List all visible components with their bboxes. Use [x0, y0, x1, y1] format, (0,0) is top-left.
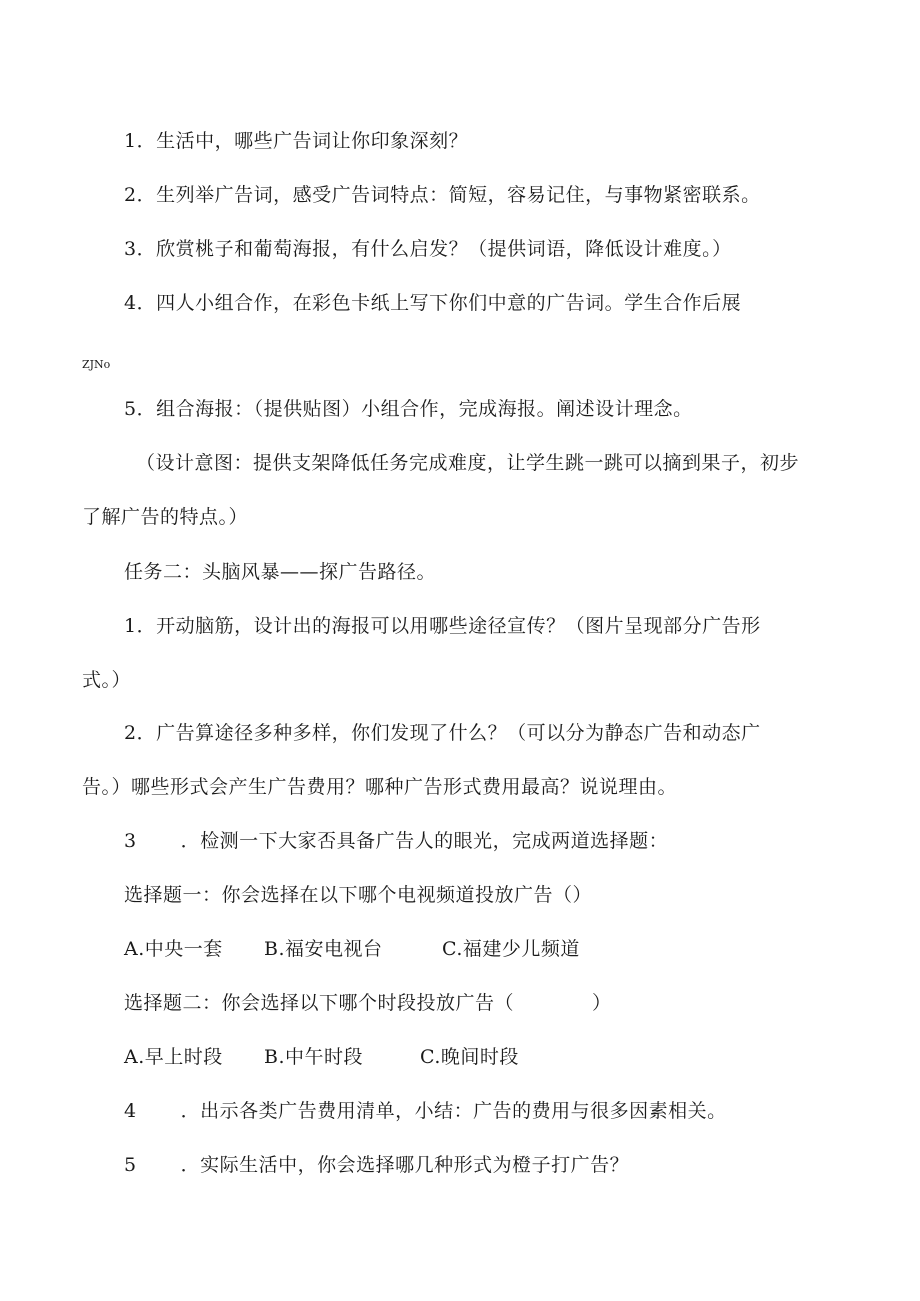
- option-c: C.晚间时段: [420, 1046, 519, 1068]
- item-4-continuation: ZJNo: [82, 358, 111, 371]
- design-intent-line-2: 了解广告的特点。）: [82, 506, 249, 528]
- task2-item-4: [124, 1099, 727, 1123]
- item-2: 2．生列举广告词，感受广告词特点：简短，容易记住，与事物紧密联系。: [124, 184, 761, 206]
- item-3: 3．欣赏桃子和葡萄海报，有什么启发？（提供词语，降低设计难度。）: [124, 238, 732, 260]
- task2-item-1-continuation: 式。）: [82, 669, 132, 691]
- question-2: 选择题二：你会选择以下哪个时段投放广告（ ）: [124, 992, 612, 1014]
- item-number: 3: [124, 830, 137, 852]
- item-4: 4．四人小组合作，在彩色卡纸上写下你们中意的广告词。学生合作后展: [124, 292, 742, 314]
- option-a: A.中央一套: [124, 938, 223, 960]
- item-1: 1．生活中，哪些广告词让你印象深刻？: [124, 130, 469, 152]
- task2-item-2: 2．广告算途径多种多样，你们发现了什么？（可以分为静态广告和动态广: [124, 722, 761, 744]
- task2-item-5: [124, 1153, 629, 1177]
- option-a: A.早上时段: [124, 1046, 223, 1068]
- task2-item-1: 1．开动脑筋，设计出的海报可以用哪些途径宣传？（图片呈现部分广告形: [124, 615, 761, 637]
- design-intent-line-1: （设计意图：提供支架降低任务完成难度，让学生跳一跳可以摘到果子，初步: [136, 452, 800, 474]
- task-two-heading: 任务二：头脑风暴——探广告路径。: [124, 561, 437, 583]
- item-number: 4: [124, 1100, 137, 1122]
- task2-item-2-continuation: 告。）哪些形式会产生广告费用？哪种广告形式费用最高？说说理由。: [82, 776, 678, 798]
- item-5: 5．组合海报：（提供贴图）小组合作，完成海报。阐述设计理念。: [124, 398, 693, 420]
- question-1-options: [124, 937, 580, 961]
- option-b: B.福安电视台: [264, 938, 383, 960]
- item-text: ．检测一下大家否具备广告人的眼光，完成两道选择题：: [180, 830, 669, 852]
- question-1: 选择题一：你会选择在以下哪个电视频道投放广告（）: [124, 884, 593, 906]
- item-text: ．出示各类广告费用清单，小结：广告的费用与很多因素相关。: [180, 1100, 727, 1122]
- option-b: B.中午时段: [264, 1046, 364, 1068]
- task2-item-3: [124, 829, 668, 853]
- item-text: ．实际生活中，你会选择哪几种形式为橙子打广告？: [180, 1154, 630, 1176]
- item-number: 5: [124, 1154, 137, 1176]
- option-c: C.福建少儿频道: [442, 938, 580, 960]
- question-2-options: [124, 1045, 519, 1069]
